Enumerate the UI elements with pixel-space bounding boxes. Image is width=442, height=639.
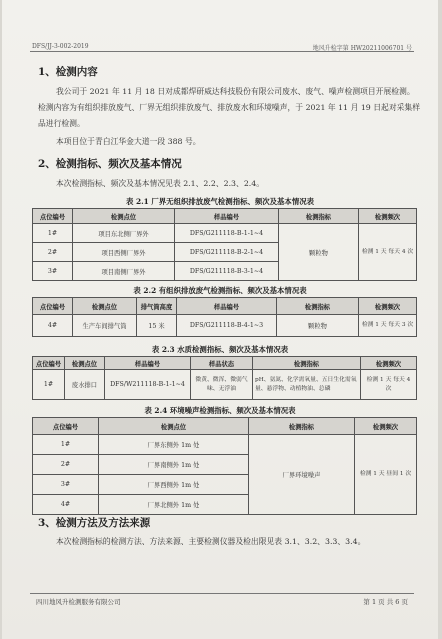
point-id: 1#: [33, 370, 65, 400]
indicator: 颗粒物: [279, 224, 359, 281]
section2-intro: 本次检测指标、频次及基本情况见表 2.1、2.2、2.3、2.4。: [56, 179, 265, 188]
table22-header: 样品编号: [177, 298, 277, 315]
table24-header: 检测频次: [355, 418, 417, 435]
table22-header: 检测点位: [73, 298, 137, 315]
point-location: 废水排口: [65, 370, 105, 400]
table21-caption: 表 2.1 厂界无组织排放废气检测指标、频次及基本情况表: [126, 197, 314, 206]
sample-number: DFS/G211118-B-4-1~3: [177, 315, 277, 337]
table23-header: 检测指标: [253, 357, 361, 370]
table23-header: 检测频次: [361, 357, 417, 370]
sample-number: DFS/G211118-B-3-1~4: [175, 262, 279, 281]
sample-number: DFS/G211118-B-1-1~4: [175, 224, 279, 243]
point-id: 3#: [33, 475, 99, 495]
table24-header: 点位编号: [33, 418, 99, 435]
table24-header: 检测指标: [249, 418, 355, 435]
table23-header: 样品状态: [191, 357, 253, 370]
table22-header: 点位编号: [33, 298, 73, 315]
frequency: 检测 1 天 每天 4 次: [359, 224, 417, 281]
table23-header: 样品编号: [105, 357, 191, 370]
project-location: 本项目位于青白江华金大道一段 388 号。: [56, 137, 201, 146]
table21-header: 样品编号: [175, 209, 279, 224]
point-id: 2#: [33, 243, 73, 262]
point-location: 项目西侧厂界外: [73, 243, 175, 262]
point-id: 1#: [33, 224, 73, 243]
point-location: 厂界南侧外 1m 处: [99, 455, 249, 475]
table-row: [33, 435, 417, 455]
section1-paragraph: 我公司于 2021 年 11 月 18 日对成都焊研威达科技股份有限公司废水、废气、噪声检测项目开展检测。检测内容为有组织排放废气、厂界无组织排放废气、排放废水和环境噪声，于 2021 年 11 月 19 日起对采集样品进行检测。: [38, 87, 421, 128]
footer-divider: [30, 593, 414, 594]
table21-header: 点位编号: [33, 209, 73, 224]
point-id: 2#: [33, 455, 99, 475]
frequency: 检测 1 天 每天 4 次: [361, 370, 417, 400]
section2-title: 2、检测指标、频次及基本情况: [38, 158, 182, 170]
indicator: 颗粒物: [277, 315, 359, 337]
table22-caption: 表 2.2 有组织排放废气检测指标、频次及基本情况表: [133, 286, 307, 295]
table23-header: 点位编号: [33, 357, 65, 370]
point-location: 项目南侧厂界外: [73, 262, 175, 281]
point-id: 4#: [33, 315, 73, 337]
header-divider: [30, 51, 414, 52]
sample-state: 微黄、微浑、微弱气味、无浮油: [191, 370, 253, 400]
table22-header: 检测指标: [277, 298, 359, 315]
table24-caption: 表 2.4 环境噪声检测指标、频次及基本情况表: [144, 406, 296, 415]
table22-header: 排气筒高度: [137, 298, 177, 315]
point-location: 生产车间排气筒: [73, 315, 137, 337]
table-row: [33, 224, 417, 243]
company-name: 四川地风升检测服务有限公司: [36, 598, 121, 606]
indicator: 厂界环境噪声: [249, 435, 355, 515]
table-row: [33, 370, 417, 400]
table22: [32, 297, 417, 337]
table21-header: 检测点位: [73, 209, 175, 224]
table24-header: 检测点位: [99, 418, 249, 435]
point-location: 厂界西侧外 1m 处: [99, 475, 249, 495]
point-id: 3#: [33, 262, 73, 281]
point-id: 4#: [33, 495, 99, 515]
section1-title: 1、检测内容: [38, 66, 98, 78]
table23-caption: 表 2.3 水质检测指标、频次及基本情况表: [151, 345, 289, 354]
point-id: 1#: [33, 435, 99, 455]
table21-header: 检测指标: [279, 209, 359, 224]
sample-number: DFS/G211118-B-2-1~4: [175, 243, 279, 262]
report-page: [2, 0, 438, 639]
table23-header: 检测点位: [65, 357, 105, 370]
document-code: DFS/JJ-3-002-2019: [32, 43, 89, 50]
table21: [32, 208, 417, 281]
table-row: [33, 315, 417, 337]
sample-number: DFS/W211118-B-1-1~4: [105, 370, 191, 400]
frequency: 检测 1 天 每天 3 次: [359, 315, 417, 337]
point-location: 厂界东侧外 1m 处: [99, 435, 249, 455]
point-location: 厂界北侧外 1m 处: [99, 495, 249, 515]
table22-header: 检测频次: [359, 298, 417, 315]
table23: [32, 356, 417, 400]
table24: [32, 417, 417, 515]
page-number: 第 1 页 共 6 页: [363, 598, 408, 606]
report-number: 地风升检字第 HW20211006701 号: [312, 45, 412, 52]
stack-height: 15 米: [137, 315, 177, 337]
section3-intro: 本次检测指标的检测方法、方法来源、主要检测仪器及检出限见表 3.1、3.2、3.3、3.4。: [56, 537, 366, 546]
point-location: 项目东北侧厂界外: [73, 224, 175, 243]
section3-title: 3、检测方法及方法来源: [38, 517, 151, 529]
indicator: pH、氨氮、化学需氧量、五日生化需氧量、悬浮物、动植物油、总磷: [253, 370, 361, 400]
table21-header: 检测频次: [359, 209, 417, 224]
frequency: 检测 1 天 昼间 1 次: [355, 435, 417, 515]
